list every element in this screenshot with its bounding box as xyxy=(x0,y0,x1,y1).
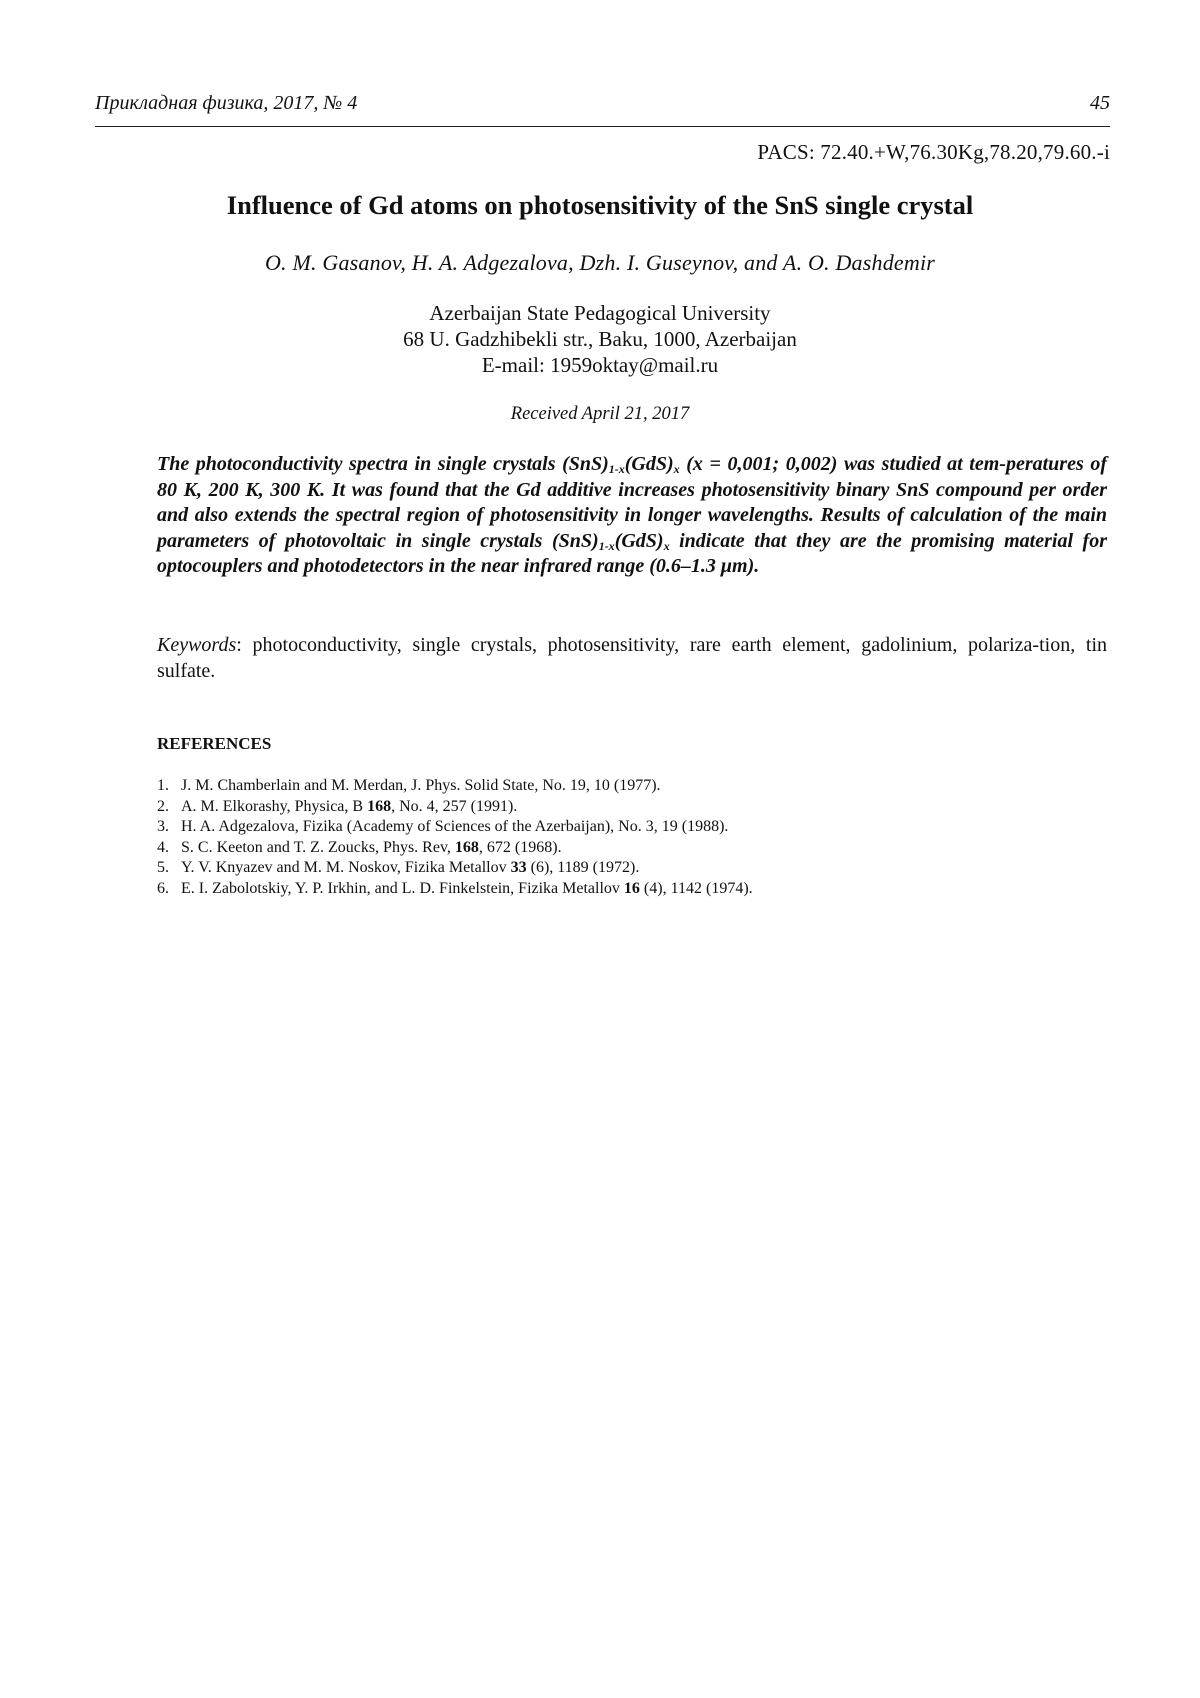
reference-item xyxy=(157,817,1057,838)
reference-number: 6. xyxy=(157,879,169,897)
keywords-text: : photoconductivity, single crystals, photosensitivity, rare earth element, gadolinium, polariza-tion, tin sulfate. xyxy=(157,634,1107,682)
reference-item xyxy=(157,858,1057,879)
reference-text: A. M. Elkorashy, Physica, B xyxy=(181,797,368,815)
reference-text: J. M. Chamberlain and M. Merdan, J. Phys. Solid State, No. 19, 10 (1977). xyxy=(181,777,661,794)
references-heading: REFERENCES xyxy=(157,734,272,753)
abstract-text: (GdS) xyxy=(624,453,674,475)
abstract-text: (x = 0,001; 0,002) was studied at tem-peratures of 80 K, 200 K, 300 K. It was found that the Gd additive increases photosensitivity binary SnS compound per order and also extends the spectral region of photosensitivity in longer wavelengths. Results of calculation of the main parameters of photovoltaic in single crystals (SnS) xyxy=(157,453,1107,552)
reference-volume: 16 xyxy=(623,879,640,897)
reference-text: (6), 1189 (1972). xyxy=(526,859,640,876)
running-header xyxy=(95,92,1110,122)
keywords-label: Keywords xyxy=(157,634,237,656)
abstract-text: indicate that they are the promising material for optocouplers and photodetectors in the near infrared range (0.6–1.3 μm). xyxy=(157,529,1107,577)
reference-text: H. A. Adgezalova, Fizika (Academy of Sciences of the Azerbaijan), No. 3, 19 (1988). xyxy=(181,818,729,835)
reference-volume: 33 xyxy=(510,859,527,876)
reference-item xyxy=(157,879,1057,900)
affiliation xyxy=(0,300,1200,378)
reference-text: (4), 1142 (1974). xyxy=(639,879,753,897)
page-number: 45 xyxy=(1090,92,1110,114)
affiliation-email: E-mail: 1959oktay@mail.ru xyxy=(481,353,719,377)
reference-text: S. C. Keeton and T. Z. Zoucks, Phys. Rev, xyxy=(181,838,455,856)
reference-item xyxy=(157,838,1057,859)
reference-item xyxy=(157,776,1057,797)
reference-number: 1. xyxy=(157,777,169,794)
journal-name: Прикладная физика, 2017, № 4 xyxy=(95,92,358,114)
reference-number: 2. xyxy=(157,797,169,815)
paper-title: Influence of Gd atoms on photosensitivity of the SnS single crystal xyxy=(226,190,974,220)
reference-number: 3. xyxy=(157,818,169,835)
reference-text: , 672 (1968). xyxy=(478,838,562,856)
abstract-subscript: 1-x xyxy=(608,462,625,476)
abstract-text: (GdS) xyxy=(614,529,664,552)
reference-text: , No. 4, 257 (1991). xyxy=(391,797,518,815)
affiliation-address: 68 U. Gadzhibekli str., Baku, 1000, Azerbaijan xyxy=(403,327,797,351)
abstract-subscript: x xyxy=(673,462,680,476)
reference-item xyxy=(157,797,1057,818)
abstract-subscript: x xyxy=(663,538,670,553)
reference-number: 4. xyxy=(157,838,169,856)
abstract xyxy=(157,452,1107,580)
reference-text: E. I. Zabolotskiy, Y. P. Irkhin, and L. D. Finkelstein, Fizika Metallov xyxy=(181,879,624,897)
reference-volume: 168 xyxy=(454,838,479,856)
reference-text: Y. V. Knyazev and M. M. Noskov, Fizika Metallov xyxy=(181,859,511,876)
abstract-text: The photoconductivity spectra in single crystals (SnS) xyxy=(157,453,609,475)
keywords xyxy=(157,632,1107,684)
abstract-subscript: 1-x xyxy=(598,538,615,553)
authors: O. M. Gasanov, H. A. Adgezalova, Dzh. I. Guseynov, and A. O. Dashdemir xyxy=(264,250,936,275)
affiliation-institution: Azerbaijan State Pedagogical University xyxy=(429,301,771,325)
pacs-codes: PACS: 72.40.+W,76.30Kg,78.20,79.60.-i xyxy=(757,140,1110,164)
reference-volume: 168 xyxy=(367,797,392,815)
references-list xyxy=(157,776,1057,899)
received-date: Received April 21, 2017 xyxy=(510,404,690,424)
reference-number: 5. xyxy=(157,859,169,876)
header-rule xyxy=(95,126,1110,127)
